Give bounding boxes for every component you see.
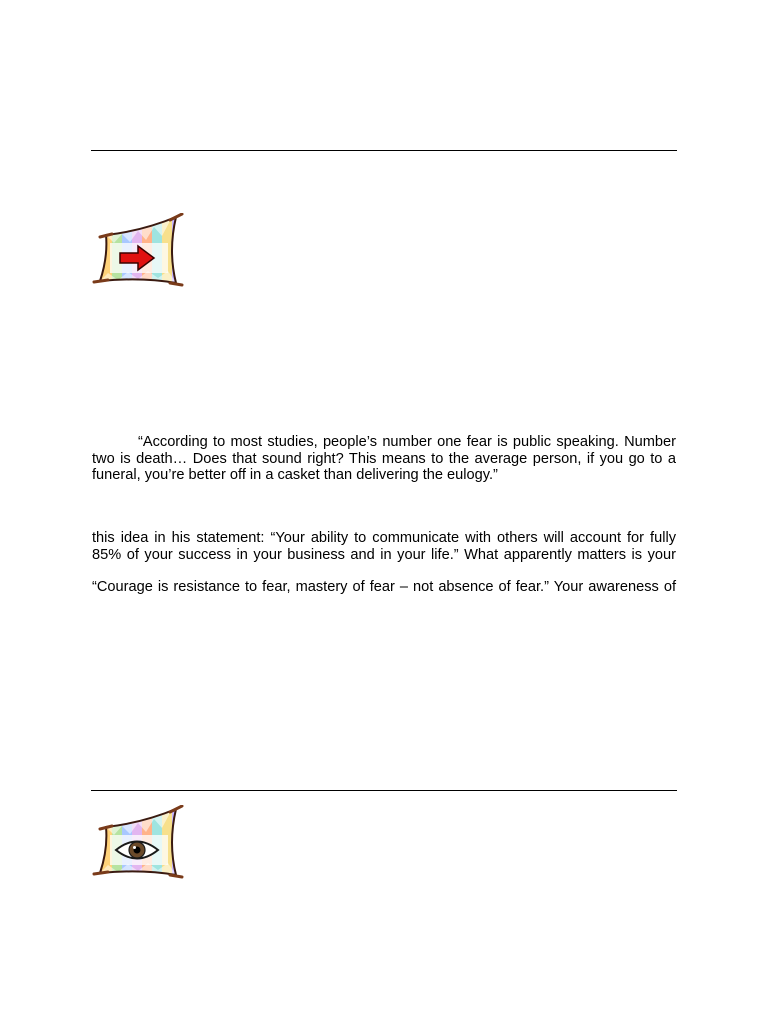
opening-quote: [92, 434, 676, 484]
paragraph-a-line-2: 85% of your success in your business and in your life.” What apparently matters is your: [92, 546, 676, 563]
quote-line-1: “According to most studies, people’s number one fear is public speaking. Number: [138, 434, 676, 450]
paragraph-b-line-1: “Courage is resistance to fear, mastery of fear – not absence of fear.” Your awareness of: [92, 579, 676, 595]
courage-paragraph: [92, 579, 676, 596]
quote-line-3: funeral, you’re better off in a casket than delivering the eulogy.”: [92, 467, 498, 483]
banner-eye-icon: [92, 805, 184, 881]
top-divider: [91, 150, 677, 151]
banner-arrow-icon: [92, 213, 184, 289]
paragraph-a-line-1: this idea in his statement: “Your ability to communicate with others will account for fully: [92, 530, 676, 546]
quote-line-2: two is death… Does that sound right? This means to the average person, if you go to a: [92, 450, 676, 467]
communication-paragraph: [92, 530, 676, 563]
bottom-divider: [91, 790, 677, 791]
